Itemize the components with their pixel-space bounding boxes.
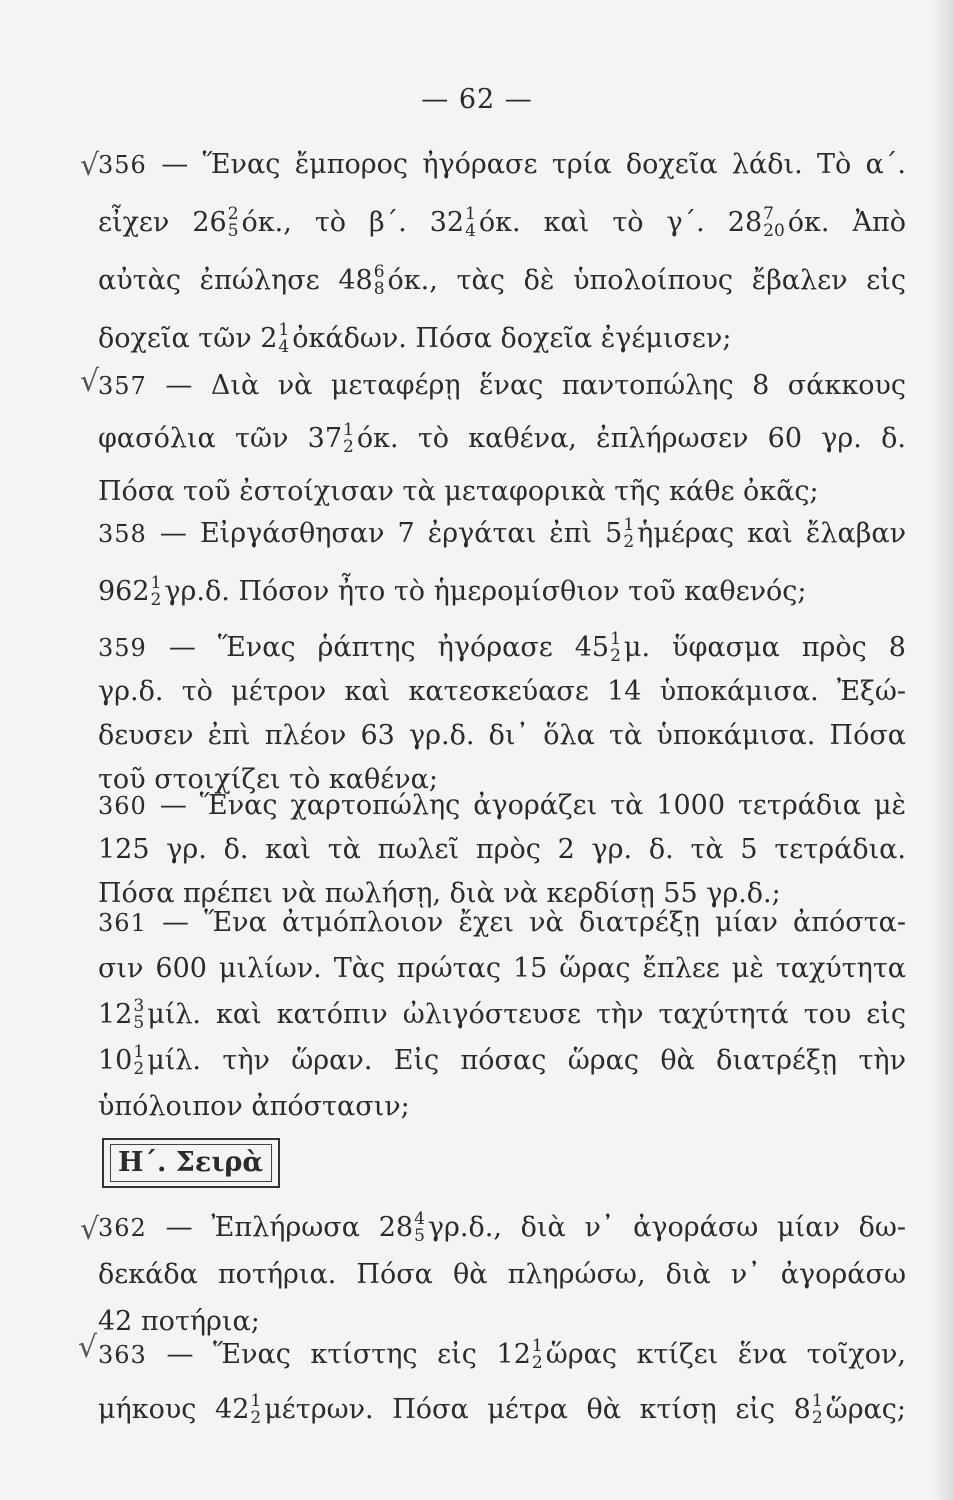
section-heading: Η΄. Σειρὰ [118,1147,264,1178]
fraction-numerator: 1 [531,1335,543,1356]
text-segment: γρ.δ., διὰ ν᾿ ἀγοράσω μίαν δω- [427,1212,906,1243]
fraction [227,203,239,241]
text-segment: — Ἕνας ἔμπορος ἠγόρασε τρία δοχεῖα λάδι. Τὸ α΄. [161,149,906,180]
text-segment: — Ἐπλήρωσα 28 [165,1212,414,1243]
fraction-denominator: 20 [763,220,785,241]
check-mark: √ [80,364,100,399]
text-segment: Πόσα πρέπει νὰ πωλήσῃ, διὰ νὰ κερδίσῃ 55 γρ.δ.; [98,878,781,909]
fraction-denominator: 2 [343,436,354,457]
text-line [98,830,906,870]
text-line [98,1390,906,1430]
text-segment: ἡμέρας καὶ ἔλαβαν [637,518,907,549]
text-segment: ὥρας; [825,1394,907,1425]
fraction [763,203,785,241]
fraction-denominator: 2 [531,1352,543,1373]
text-line [98,672,906,712]
text-line [98,319,731,359]
fraction-numerator: 1 [150,572,162,593]
text-line [98,949,906,989]
text-segment: δευσεν ἐπὶ πλέον 63 γρ.δ. δι᾿ ὅλα τὰ ὑποκάμισα. Πόσα [98,720,906,751]
text-line [98,1335,906,1375]
text-segment: γρ.δ. Πόσον ἦτο τὸ ἡμερομίσθιον τοῦ καθενός; [164,576,807,607]
check-mark: √ [80,148,100,183]
fraction-numerator: 1 [623,514,635,535]
text-segment: γρ.δ. τὸ μέτρον καὶ κατεσκεύασε 14 ὑποκάμισα. Ἐξώ- [98,676,906,707]
text-segment: ὀκάδων. Πόσα δοχεῖα ἐγέμισεν; [292,323,732,354]
text-segment: μίλ. καὶ κατόπιν ὠλιγόστευσε τὴν ταχύτητά του εἰς [147,999,906,1030]
text-line [98,514,906,554]
fraction-denominator: 4 [278,336,290,357]
text-segment: — Ἕνας χαρτοπώλης ἀγοράζει τὰ 1000 τετράδια μὲ [159,790,907,821]
text-line [98,1255,906,1295]
fraction-numerator: 3 [133,995,145,1016]
text-line [98,572,807,612]
text-line [98,995,906,1035]
fraction [250,1390,262,1428]
fraction-numerator: 4 [414,1208,425,1229]
fraction [623,514,635,552]
fraction-denominator: 5 [227,220,239,241]
text-segment: δεκάδα ποτήρια. Πόσα θὰ πληρώσω, διὰ ν᾿ ἀγοράσω [98,1259,906,1290]
text-segment: δοχεῖα τῶν 2 [98,323,278,354]
fraction-denominator: 4 [465,220,476,241]
fraction [414,1208,425,1246]
fraction-denominator: 5 [133,1012,145,1033]
fraction-numerator: 7 [763,203,774,224]
fraction-denominator: 2 [610,645,621,666]
fraction [343,419,354,457]
fraction [133,1041,145,1079]
text-segment: όκ. Ἀπὸ [787,207,906,238]
text-segment: όκ. τὸ καθένα, ἐπλήρωσεν 60 γρ. δ. [356,423,906,454]
text-segment: μήκους 42 [98,1394,250,1425]
text-segment: — Ἕνας ῥάπτης ἠγόρασε 45 [168,632,610,663]
fraction [610,628,621,666]
text-segment: 125 γρ. δ. καὶ τὰ πωλεῖ πρὸς 2 γρ. δ. τὰ 5 τετράδια. [98,834,906,865]
fraction [465,203,476,241]
text-segment: όκ., τὸ β΄. 32 [241,207,465,238]
fraction-numerator: 1 [465,203,476,224]
text-line [98,366,906,406]
fraction-numerator: 1 [610,628,621,649]
text-segment: σιν 600 μιλίων. Τὰς πρώτας 15 ὥρας ἔπλεε μὲ ταχύτητα [98,953,906,984]
problem-number: 360 [98,792,160,820]
text-segment: αὐτὰς ἐπώλησε 48 [98,265,373,296]
fraction-denominator: 5 [414,1225,425,1246]
text-segment: τοῦ στοιχίζει τὸ καθένα; [98,764,439,795]
text-segment: 42 ποτήρια; [98,1306,260,1337]
text-line [98,903,906,943]
fraction-denominator: 2 [250,1407,262,1428]
text-line [98,1041,906,1081]
text-segment: ὥρας κτίζει ἕνα τοῖχον, [545,1339,907,1370]
fraction-denominator: 8 [373,278,385,299]
check-mark: √ [78,1330,98,1365]
text-segment: ὑπόλοιπον ἀπόστασιν; [98,1091,410,1122]
text-line [98,203,906,243]
page-number: — 62 — [421,84,533,115]
fraction-numerator: 2 [227,203,239,224]
text-segment: μ. ὕφασμα πρὸς 8 [623,632,906,663]
fraction-denominator: 2 [150,589,162,610]
text-segment: φασόλια τῶν 37 [98,423,343,454]
fraction-numerator: 6 [373,261,385,282]
problem-number: 362 [98,1214,166,1242]
text-line [98,145,906,185]
text-segment: 962 [98,576,150,607]
fraction [811,1390,823,1428]
fraction [278,319,290,357]
page-edge-shadow [932,0,954,1500]
text-segment: μίλ. τὴν ὥραν. Εἰς πόσας ὥρας θὰ διατρέξῃ τὴν [147,1045,906,1076]
text-line [98,628,906,668]
fraction-numerator: 1 [133,1041,145,1062]
fraction-numerator: 1 [811,1390,823,1411]
fraction-numerator: 1 [343,419,354,440]
text-segment: εἶχεν 26 [98,207,227,238]
text-segment: — Εἰργάσθησαν 7 ἐργάται ἐπὶ 5 [159,518,623,549]
text-line [98,1087,410,1127]
fraction-denominator: 2 [623,531,635,552]
text-segment: — Ἕνα ἀτμόπλοιον ἔχει νὰ διατρέξῃ μίαν ἀπόστα- [162,907,906,938]
text-segment: — Διὰ νὰ μεταφέρῃ ἕνας παντοπώλης 8 σάκκους [165,370,906,401]
problem-number: 361 [98,909,163,937]
fraction-denominator: 2 [811,1407,823,1428]
text-segment: 10 [98,1045,133,1076]
fraction [133,995,145,1033]
text-segment: μέτρων. Πόσα μέτρα θὰ κτίσῃ εἰς 8 [264,1394,811,1425]
text-segment: όκ., τὰς δὲ ὑπολοίπους ἔβαλεν εἰς [387,265,906,296]
text-segment: 12 [98,999,133,1030]
text-line [98,716,906,756]
text-line [98,1208,906,1248]
text-line [98,786,906,826]
text-segment: — Ἕνας κτίστης εἰς 12 [166,1339,531,1370]
text-line [98,419,906,459]
fraction-numerator: 1 [250,1390,262,1411]
fraction [150,572,162,610]
problem-number: 358 [98,520,160,548]
text-line [98,472,819,512]
check-mark: √ [80,1212,100,1247]
fraction [531,1335,543,1373]
problem-number: 356 [98,151,162,179]
fraction-numerator: 1 [278,319,290,340]
text-segment: όκ. καὶ τὸ γ΄. 28 [478,207,763,238]
fraction-denominator: 2 [133,1058,145,1079]
problem-number: 357 [98,372,166,400]
text-line [98,261,906,301]
problem-number: 363 [98,1341,167,1369]
text-segment: Πόσα τοῦ ἐστοίχισαν τὰ μεταφορικὰ τῆς κάθε ὀκᾶς; [98,476,819,507]
problem-number: 359 [98,634,169,662]
fraction [373,261,385,299]
